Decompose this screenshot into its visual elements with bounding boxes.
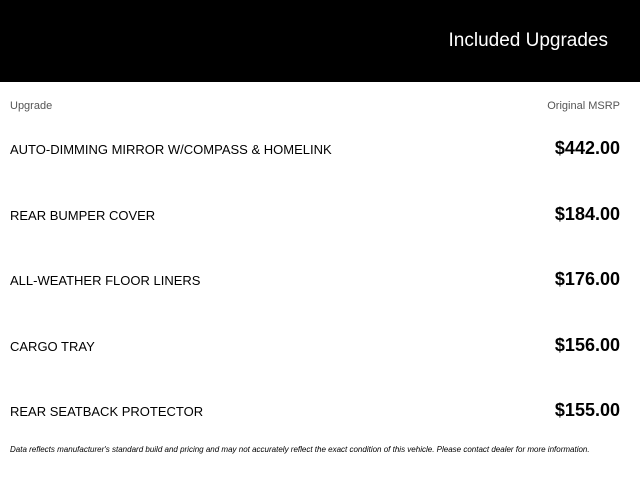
upgrade-price: $442.00 (554, 138, 620, 158)
upgrade-price: $155.00 (554, 400, 620, 421)
upgrade-price: $176.00 (554, 269, 620, 290)
table-row (0, 180, 640, 246)
upgrade-name: CARGO TRAY (10, 338, 95, 354)
upgrade-price: $184.00 (554, 203, 620, 224)
table-row (0, 311, 640, 377)
upgrade-name: AUTO-DIMMING MIRROR W/COMPASS & HOMELINK (10, 142, 332, 157)
upgrade-name: REAR BUMPER COVER (10, 207, 156, 223)
header-bar (0, 0, 640, 82)
table-row (0, 245, 640, 311)
disclaimer-text: Data reflects manufacturer's standard build and pricing and may not accurately reflect the exact condition of this vehicle. Please contact dealer for more information. (10, 445, 590, 454)
upgrade-name: ALL-WEATHER FLOOR LINERS (10, 273, 201, 289)
table-row (0, 114, 640, 180)
upgrades-table (0, 114, 640, 442)
page-title: Included Upgrades (448, 30, 608, 51)
upgrade-name: REAR SEATBACK PROTECTOR (10, 404, 204, 420)
column-header-msrp: Original MSRP (547, 100, 620, 112)
column-header-upgrade: Upgrade (10, 100, 53, 112)
upgrade-price: $156.00 (554, 334, 620, 355)
table-row (0, 376, 640, 442)
